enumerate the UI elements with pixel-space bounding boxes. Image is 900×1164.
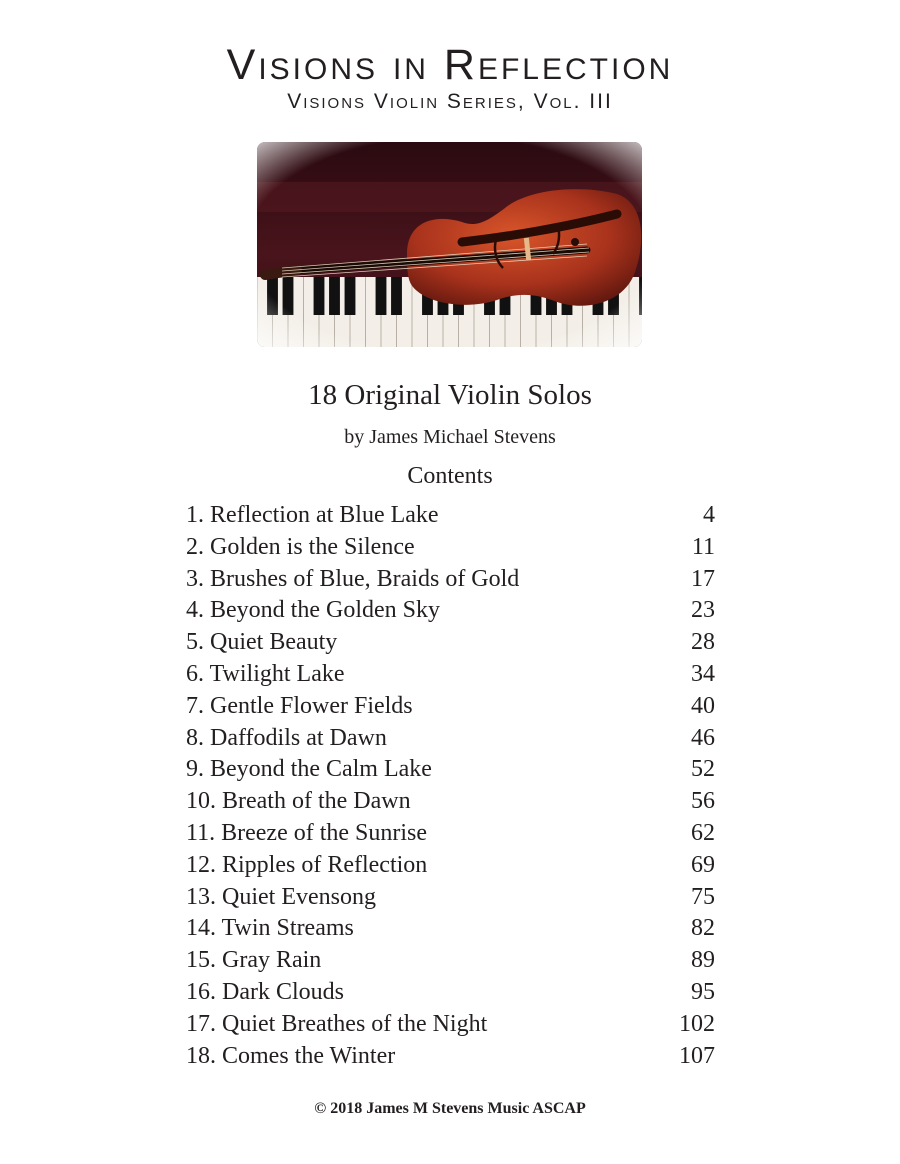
composer-byline: by James Michael Stevens (344, 426, 556, 448)
toc-entry-title: 5. Quiet Beauty (186, 629, 338, 656)
toc-entry-page: 82 (691, 915, 715, 942)
toc-entry (186, 723, 715, 755)
toc-entry-title: 2. Golden is the Silence (186, 533, 415, 560)
toc-entry-title: 4. Beyond the Golden Sky (186, 597, 440, 624)
toc-entry (186, 500, 715, 532)
toc-entry-title: 11. Breeze of the Sunrise (186, 819, 428, 846)
collection-headline: 18 Original Violin Solos (308, 379, 592, 411)
toc-entry-page: 62 (691, 819, 715, 846)
toc-entry-page: 11 (691, 533, 715, 560)
table-of-contents (186, 500, 715, 1072)
toc-entry (186, 595, 715, 627)
toc-entry (186, 850, 715, 882)
toc-entry-page: 107 (679, 1042, 715, 1069)
violin-on-piano-keys-photo (257, 142, 642, 347)
toc-entry-title: 8. Daffodils at Dawn (186, 724, 387, 751)
toc-entry-title: 7. Gentle Flower Fields (186, 692, 413, 719)
series-subtitle: Visions Violin Series, Vol. III (287, 90, 613, 113)
toc-entry-page: 46 (691, 724, 715, 751)
toc-entry (186, 659, 715, 691)
toc-entry-title: 15. Gray Rain (186, 947, 322, 974)
toc-entry-title: 6. Twilight Lake (186, 660, 345, 687)
toc-entry (186, 627, 715, 659)
toc-entry-page: 95 (691, 978, 715, 1005)
toc-entry-title: 1. Reflection at Blue Lake (186, 502, 439, 528)
toc-entry (186, 564, 715, 596)
toc-entry-page: 102 (679, 1010, 715, 1037)
toc-entry-page: 52 (691, 756, 715, 783)
toc-entry-title: 14. Twin Streams (186, 915, 354, 942)
toc-entry (186, 786, 715, 818)
toc-entry-page: 28 (691, 629, 715, 656)
toc-entry-page: 40 (691, 692, 715, 719)
toc-entry-page: 4 (703, 502, 715, 528)
toc-entry (186, 818, 715, 850)
toc-entry-page: 34 (691, 660, 715, 687)
page-title: Visions in Reflection (226, 41, 674, 89)
toc-entry (186, 1041, 715, 1073)
toc-entry-page: 69 (691, 851, 715, 878)
toc-entry-page: 23 (691, 597, 715, 624)
toc-entry (186, 691, 715, 723)
toc-entry-title: 17. Quiet Breathes of the Night (186, 1010, 488, 1037)
toc-entry-title: 9. Beyond the Calm Lake (186, 756, 432, 783)
toc-entry-title: 18. Comes the Winter (186, 1042, 396, 1069)
toc-entry-page: 75 (691, 883, 715, 910)
copyright-notice: © 2018 James M Stevens Music ASCAP (314, 1100, 586, 1117)
toc-entry (186, 1009, 715, 1041)
toc-entry-title: 16. Dark Clouds (186, 978, 344, 1005)
toc-entry-page: 89 (691, 947, 715, 974)
toc-entry (186, 882, 715, 914)
toc-entry-title: 10. Breath of the Dawn (186, 788, 411, 815)
toc-entry-title: 12. Ripples of Reflection (186, 851, 428, 878)
toc-entry (186, 754, 715, 786)
toc-entry (186, 945, 715, 977)
toc-entry (186, 977, 715, 1009)
toc-entry (186, 913, 715, 945)
toc-entry-page: 56 (691, 788, 715, 815)
toc-entry-title: 3. Brushes of Blue, Braids of Gold (186, 565, 520, 592)
toc-entry (186, 532, 715, 564)
toc-entry-title: 13. Quiet Evensong (186, 883, 376, 910)
toc-entry-page: 17 (691, 565, 715, 592)
contents-heading: Contents (407, 463, 493, 489)
